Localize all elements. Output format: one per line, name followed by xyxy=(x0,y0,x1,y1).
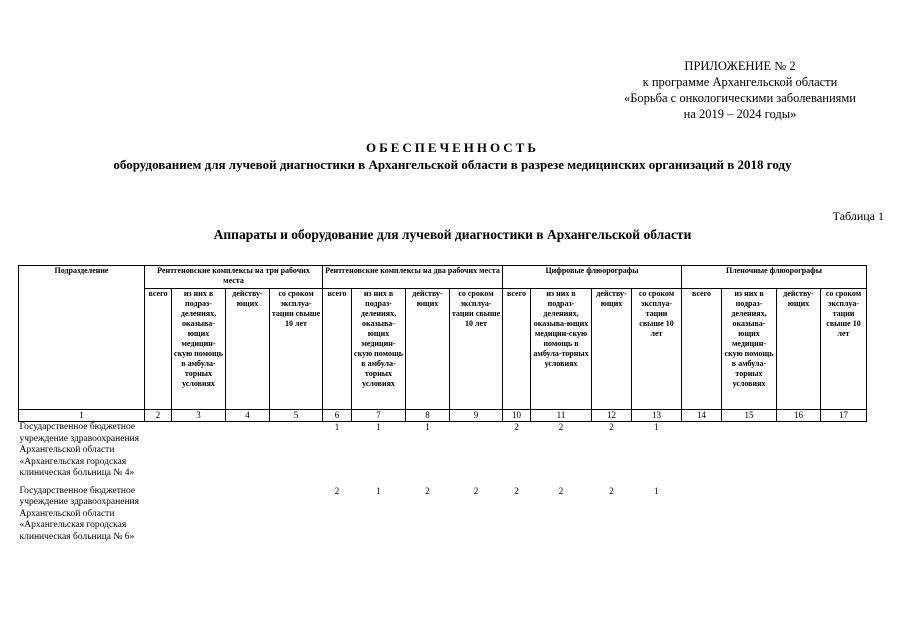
header-outpatient: из них в подраз-делениях, оказыва-ющих медицин-скую помощь в амбула-торных условиях xyxy=(722,289,777,410)
cell xyxy=(777,422,821,480)
col-number: 2 xyxy=(145,410,172,422)
cell xyxy=(172,486,226,544)
document-title: ОБЕСПЕЧЕННОСТЬ xyxy=(366,140,539,155)
header-total: всего xyxy=(145,289,172,410)
cell: 2 xyxy=(473,485,479,496)
col-number: 10 xyxy=(503,410,531,422)
cell xyxy=(722,422,777,480)
cell: 2 xyxy=(558,485,564,496)
table-row xyxy=(19,486,867,544)
col-number: 15 xyxy=(722,410,777,422)
col-number: 17 xyxy=(821,410,867,422)
table-title: Аппараты и оборудование для лучевой диагностики в Архангельской области xyxy=(213,227,692,242)
col-number: 9 xyxy=(450,410,503,422)
header-group-xray-2: Рентгеновские комплексы на два рабочих места xyxy=(323,266,503,289)
header-subdivision: Подразделение xyxy=(19,266,145,410)
cell xyxy=(145,422,172,480)
header-total: всего xyxy=(682,289,722,410)
cell: 2 xyxy=(609,422,614,432)
cell xyxy=(145,486,172,544)
col-number: 3 xyxy=(172,410,226,422)
cell xyxy=(172,422,226,480)
col-number: 7 xyxy=(352,410,406,422)
header-total: всего xyxy=(503,289,531,410)
col-number: 1 xyxy=(19,410,145,422)
col-number: 12 xyxy=(592,410,632,422)
cell: 2 xyxy=(558,422,564,432)
cell: 2 xyxy=(514,485,519,496)
col-number: 13 xyxy=(632,410,682,422)
cell: 1 xyxy=(425,422,430,432)
cell xyxy=(821,422,867,480)
col-number: 16 xyxy=(777,410,821,422)
cell: 1 xyxy=(376,422,381,432)
cell xyxy=(450,422,503,480)
header-group-digital-fluoro: Цифровые флюорографы xyxy=(503,266,682,289)
cell xyxy=(777,486,821,544)
header-active: действу-ющих xyxy=(592,289,632,410)
equipment-table xyxy=(18,265,867,543)
cell: 2 xyxy=(514,422,519,432)
header-outpatient: из них в подраз-делениях, оказыва-ющих медицин-скую помощь в амбула-торных условиях xyxy=(352,289,406,410)
header-group-film-fluoro: Пленочные флюорографы xyxy=(682,266,867,289)
cell: 1 xyxy=(334,422,340,432)
col-number: 8 xyxy=(406,410,450,422)
header-active: действу-ющих xyxy=(226,289,270,410)
cell xyxy=(226,422,270,480)
cell xyxy=(682,486,722,544)
header-over-10-years: со сроком эксплуа-тации свыше 10 лет xyxy=(821,289,867,410)
cell: 2 xyxy=(425,485,430,496)
col-number: 4 xyxy=(226,410,270,422)
table-number: Таблица 1 xyxy=(832,209,884,223)
document-subtitle: оборудованием для лучевой диагностики в Архангельской области в разрезе медицинских организаций в 2018 году xyxy=(113,157,792,172)
cell xyxy=(821,486,867,544)
header-active: действу-ющих xyxy=(406,289,450,410)
organization-name: Государственное бюджетное учреждение здравоохранения Архангельской области «Архангельская городская клиническая больница № 6» xyxy=(19,485,139,542)
appendix-line-2: к программе Архангельской области xyxy=(642,75,838,89)
header-outpatient: из них в подраз-делениях, оказыва-ющих медицин-скую помощь в амбула-торных условиях xyxy=(172,289,226,410)
cell: 1 xyxy=(654,485,659,496)
header-over-10-years: со сроком эксплуа-тации свыше 10 лет xyxy=(270,289,323,410)
header-group-xray-3: Рентгеновские комплексы на три рабочих места xyxy=(145,266,323,289)
header-outpatient: из них в подраз-делениях, оказыва-ющих медицин-скую помощь в амбула-торных условиях xyxy=(531,289,592,410)
col-number: 11 xyxy=(531,410,592,422)
cell xyxy=(270,422,323,480)
col-number: 5 xyxy=(270,410,323,422)
appendix-line-3: «Борьба с онкологическими заболеваниями xyxy=(623,91,856,105)
appendix-header xyxy=(590,58,890,122)
cell: 2 xyxy=(334,485,340,496)
col-number: 14 xyxy=(682,410,722,422)
table-row xyxy=(19,422,867,480)
cell xyxy=(270,486,323,544)
column-number-row xyxy=(19,410,867,422)
cell xyxy=(682,422,722,480)
cell xyxy=(722,486,777,544)
header-active: действу-ющих xyxy=(777,289,821,410)
header-over-10-years: со сроком эксплуа-тации свыше 10 лет xyxy=(450,289,503,410)
organization-name: Государственное бюджетное учреждение здравоохранения Архангельской области «Архангельская городская клиническая больница № 4» xyxy=(19,422,139,478)
header-total: всего xyxy=(323,289,352,410)
appendix-line-1: ПРИЛОЖЕНИЕ № 2 xyxy=(684,59,796,73)
col-number: 6 xyxy=(323,410,352,422)
cell xyxy=(226,486,270,544)
cell: 1 xyxy=(654,422,659,432)
appendix-line-4: на 2019 – 2024 годы» xyxy=(683,107,797,121)
header-over-10-years: со сроком эксплуа-тации свыше 10 лет xyxy=(632,289,682,410)
cell: 2 xyxy=(609,485,614,496)
cell: 1 xyxy=(376,485,381,496)
